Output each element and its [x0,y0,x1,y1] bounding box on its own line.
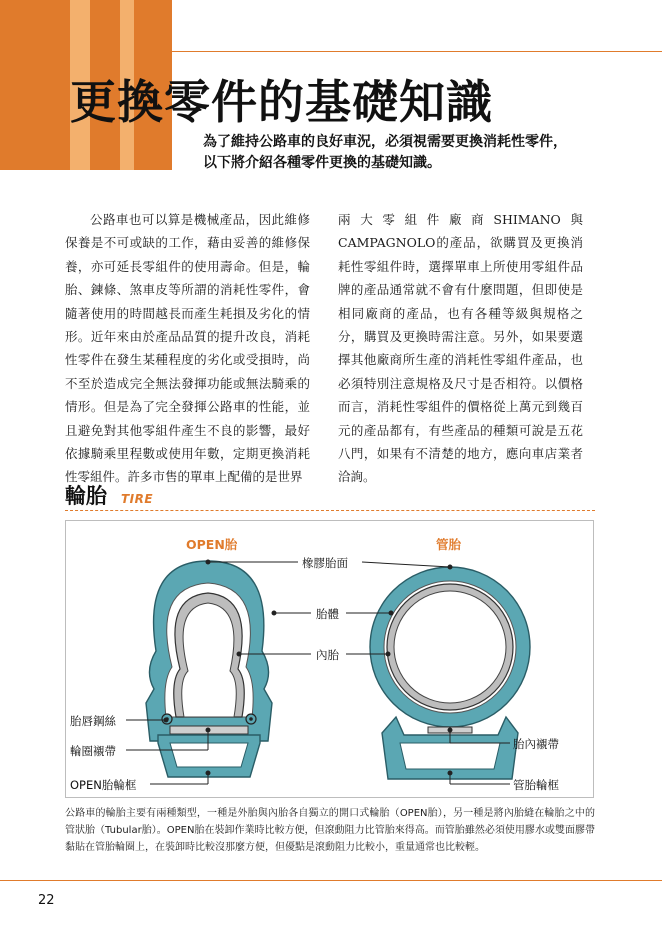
tire-diagram [65,520,594,798]
body-column-right: 兩大零組件廠商SHIMANO與CAMPAGNOLO的產品，欲購買及更換消耗性零組件時，選擇單車上所使用零組件品牌的產品通常就不會有什麼問題，但即使是相同廠商的產品，也有各種等級與規格之分，購買及更換時需注意。另外，如果要選擇其他廠商所生產的消耗性零組件產品，也必須特別注意規格及尺寸是否相符。以價格而言，消耗性零組件的價格從上萬元到幾百元的產品都有，有些產品的種類可說是五花八門，如果有不清楚的地方，應向車店業者洽詢。 [338,212,583,485]
subtitle-line: 為了維持公路車的良好車況，必須視需要更換消耗性零件， [203,134,567,150]
label-bead: 胎唇鋼絲 [70,714,116,728]
section-title: 輪胎 [65,484,107,508]
section-title-en: TIRE [121,492,154,506]
body-column-left: 公路車也可以算是機械產品，因此維修保養是不可或缺的工作，藉由妥善的維修保養，亦可延長零組件的使用壽命。但是，輪胎、鍊條、煞車皮等所謂的消耗性零件，會隨著使用的時間越長而產生耗損及劣化的情形。近年來由於產品品質的提升改良，消耗性零件在發生某種程度的劣化或受損時，尚不至於造成完全無法發揮功能或無法騎乘的情形。但是為了完全發揮公路車的性能，並且避免對其他零組件產生不良的影響，最好依據騎乘里程數或使用年數，定期更換消耗性零組件。許多市售的單車上配備的是世界 [65,212,310,485]
top-rule [172,51,662,52]
label-tread: 橡膠胎面 [302,556,348,570]
page-subtitle [203,132,567,174]
label-open-rim: OPEN胎輪框 [70,778,137,792]
page-number: 22 [38,893,55,908]
tubular-tire-illustration [370,567,530,779]
section-divider [65,510,595,511]
label-casing: 胎體 [316,607,339,621]
label-tube: 內胎 [316,648,339,662]
section-heading [65,480,153,510]
label-tubular-tape: 胎內襯帶 [513,737,559,751]
open-tire-title: OPEN胎 [186,537,238,552]
label-rim-tape: 輪圈襯帶 [70,744,116,758]
page-title: 更換零件的基礎知識 [70,75,493,129]
subtitle-line: 以下將介紹各種零件更換的基礎知識。 [203,155,441,171]
label-tubular-rim: 管胎輪框 [513,778,559,792]
tubular-tire-title: 管胎 [436,537,462,552]
bottom-rule [0,880,662,881]
open-tire-illustration [146,561,272,777]
figure-caption: 公路車的輪胎主要有兩種類型，一種是外胎與內胎各自獨立的開口式輪胎（OPEN胎），另一種是將內胎縫在輪胎之中的管狀胎（Tubular胎）。OPEN胎在裝卸作業時比較方便，但滾動阻力比管胎來得高。而管胎雖然必須使用膠水或雙面膠帶黏貼在管胎輪圈上，在裝卸時比較沒那麼方便，但優點是滾動阻力比較小，重量通常也比較輕。 [65,808,595,853]
